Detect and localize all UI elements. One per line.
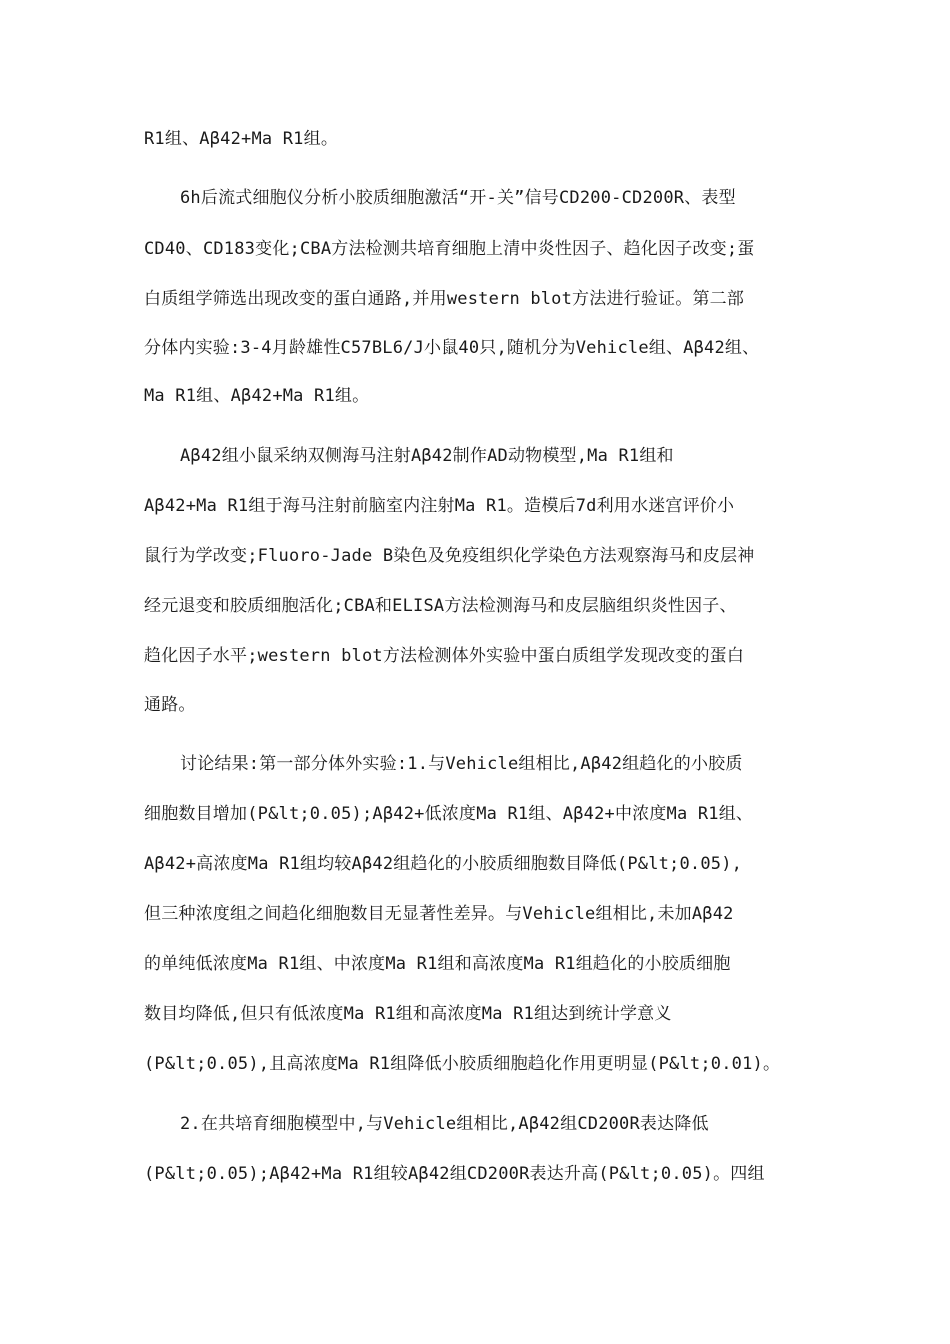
paragraph-line: Aβ42+Ma R1组于海马注射前脑室内注射Ma R1。造模后7d利用水迷宫评价小 bbox=[144, 496, 735, 516]
paragraph-line: Ma R1组、Aβ42+Ma R1组。 bbox=[144, 386, 370, 406]
paragraph-line: CD40、CD183变化;CBA方法检测共培育细胞上清中炎性因子、趋化因子改变;蛋 bbox=[144, 239, 755, 259]
paragraph-line: 的单纯低浓度Ma R1组、中浓度Ma R1组和高浓度Ma R1组趋化的小胶质细胞 bbox=[144, 954, 731, 974]
paragraph-line: 讨论结果:第一部分体外实验:1.与Vehicle组相比,Aβ42组趋化的小胶质 bbox=[180, 754, 743, 774]
paragraph-line: 白质组学筛选出现改变的蛋白通路,并用western blot方法进行验证。第二部 bbox=[144, 289, 745, 309]
paragraph-line: 数目均降低,但只有低浓度Ma R1组和高浓度Ma R1组达到统计学意义 bbox=[144, 1004, 672, 1024]
paragraph-line: 2.在共培育细胞模型中,与Vehicle组相比,Aβ42组CD200R表达降低 bbox=[180, 1114, 709, 1134]
paragraph-line: 但三种浓度组之间趋化细胞数目无显著性差异。与Vehicle组相比,未加Aβ42 bbox=[144, 904, 734, 924]
paragraph-line: Aβ42+高浓度Ma R1组均较Aβ42组趋化的小胶质细胞数目降低(P&lt;0.05), bbox=[144, 854, 743, 874]
paragraph-line: (P&lt;0.05);Aβ42+Ma R1组较Aβ42组CD200R表达升高(P&lt;0.05)。四组 bbox=[144, 1164, 765, 1184]
paragraph-line: 通路。 bbox=[144, 695, 196, 715]
paragraph-line: 鼠行为学改变;Fluoro-Jade B染色及免疫组织化学染色方法观察海马和皮层神 bbox=[144, 546, 755, 566]
paragraph-line: 细胞数目增加(P&lt;0.05);Aβ42+低浓度Ma R1组、Aβ42+中浓度Ma R1组、 bbox=[144, 804, 754, 824]
paragraph-line: 趋化因子水平;western blot方法检测体外实验中蛋白质组学发现改变的蛋白 bbox=[144, 646, 745, 666]
paragraph-line: 经元退变和胶质细胞活化;CBA和ELISA方法检测海马和皮层脑组织炎性因子、 bbox=[144, 596, 737, 616]
paragraph-line: R1组、Aβ42+Ma R1组。 bbox=[144, 129, 339, 149]
paragraph-line: (P&lt;0.05),且高浓度Ma R1组降低小胶质细胞趋化作用更明显(P&lt;0.01)。 bbox=[144, 1054, 781, 1074]
paragraph-line: Aβ42组小鼠采纳双侧海马注射Aβ42制作AD动物模型,Ma R1组和 bbox=[180, 446, 674, 466]
paragraph-line: 分体内实验:3-4月龄雄性C57BL6/J小鼠40只,随机分为Vehicle组、Aβ42组、 bbox=[144, 338, 760, 358]
paragraph-line: 6h后流式细胞仪分析小胶质细胞激活“开-关”信号CD200-CD200R、表型 bbox=[180, 188, 736, 208]
